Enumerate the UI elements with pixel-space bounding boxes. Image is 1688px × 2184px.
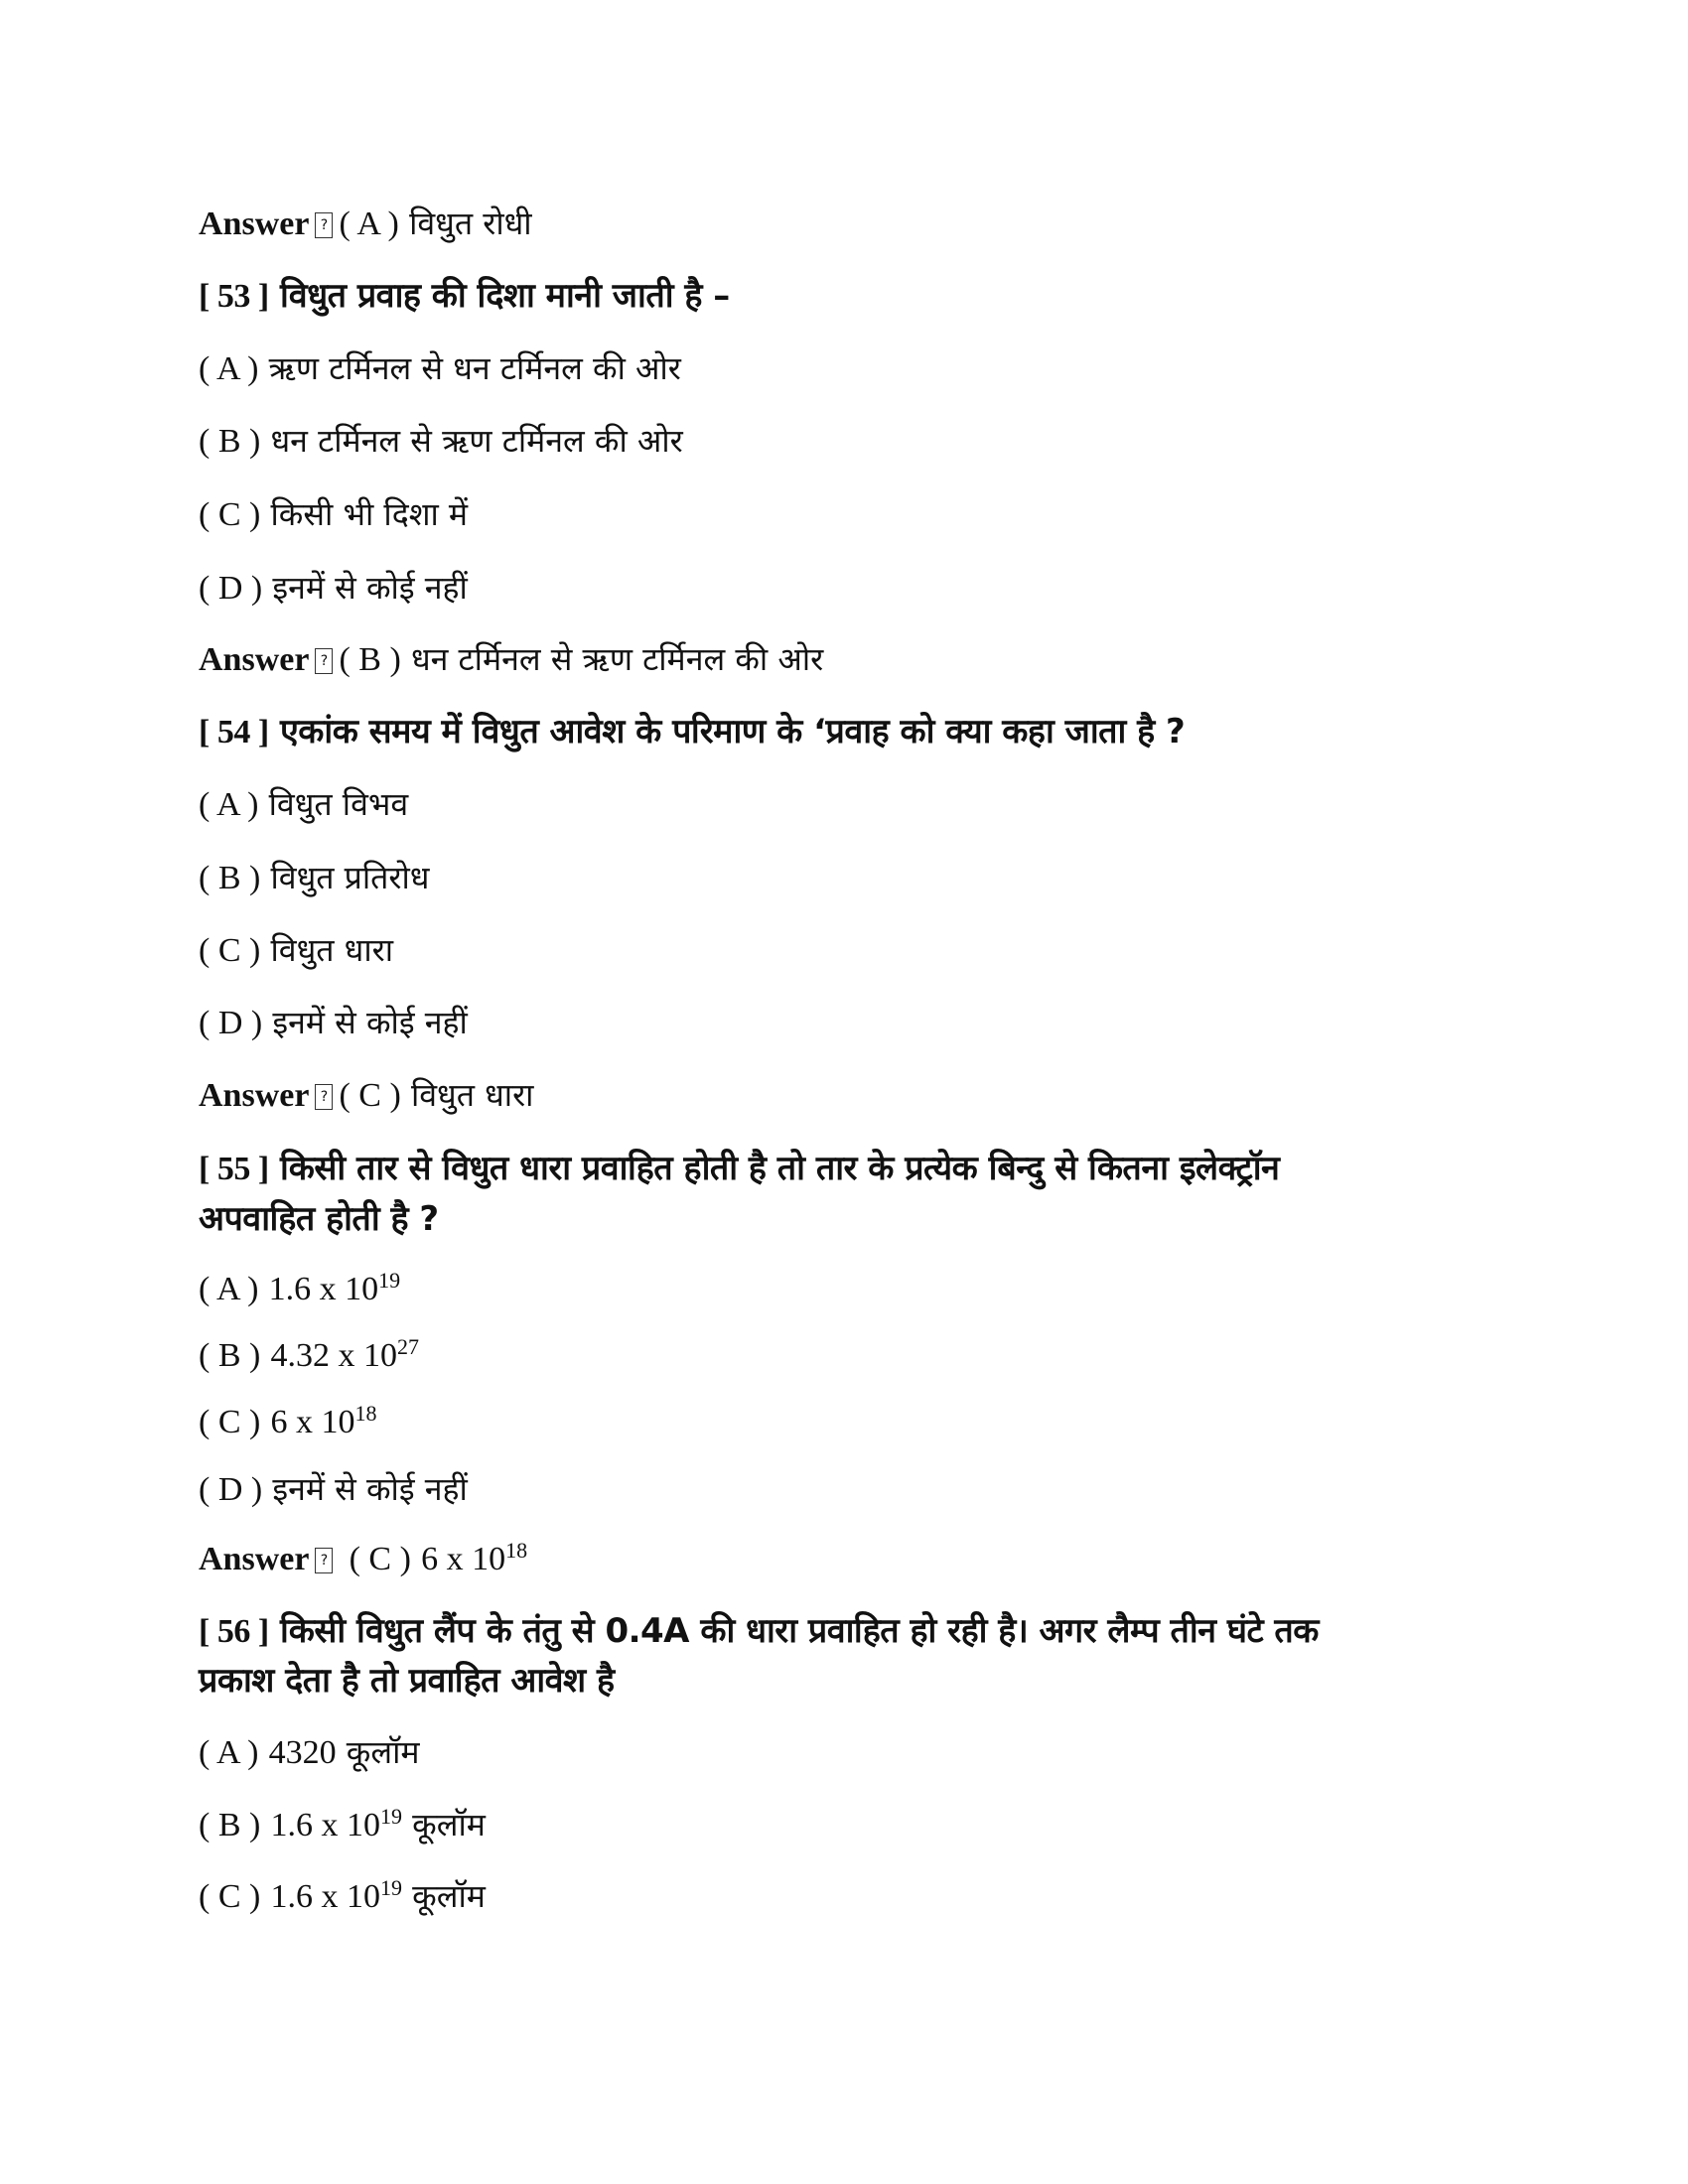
option-value: [270, 1875, 403, 1915]
option-55-c: [199, 1400, 377, 1444]
question-text: प्रकाश देता है तो प्रवाहित आवेश है: [199, 1661, 615, 1701]
question-text: एकांक समय में विधुत आवेश के परिमाण के ‘प्रवाह को क्या कहा जाता है ?: [280, 712, 1186, 751]
mantissa: 6 x 10: [270, 1404, 355, 1440]
option-label: ( B ): [199, 860, 261, 896]
answer-keyword: Answer: [199, 205, 310, 242]
option-53-b: [199, 419, 683, 464]
mantissa: 4.32 x 10: [270, 1337, 397, 1374]
option-value: [268, 1268, 401, 1307]
option-53-c: [199, 492, 468, 537]
exponent: 19: [378, 1268, 401, 1293]
question-text: किसी विधुत लैंप के तंतु से 0.4A की धारा प्रवाहित हो रही है। अगर लैम्प तीन घंटे तक: [280, 1611, 1319, 1651]
option-unit: कूलॉम: [412, 1806, 486, 1843]
option-text: इनमें से कोई नहीं: [272, 569, 468, 607]
answer-marker-icon: ?: [315, 1548, 333, 1573]
answer-value: [421, 1538, 528, 1577]
option-label: ( C ): [199, 496, 261, 533]
answer-keyword: Answer: [199, 1541, 310, 1577]
answer-option-label: ( B ): [339, 641, 401, 678]
answer-line-q55: [199, 1537, 527, 1581]
question-number: [ 56 ]: [199, 1613, 269, 1650]
answer-line-q52: [199, 202, 532, 246]
answer-marker-icon: ?: [315, 648, 333, 674]
answer-option-label: ( C ): [349, 1541, 411, 1577]
answer-line-q53: [199, 637, 823, 682]
answer-keyword: Answer: [199, 1077, 310, 1114]
question-number: [ 54 ]: [199, 714, 269, 751]
answer-text: विधुत रोधी: [409, 205, 532, 242]
exponent: 19: [380, 1875, 402, 1900]
option-label: ( D ): [199, 1005, 263, 1041]
option-56-b: [199, 1803, 486, 1847]
option-text: इनमें से कोई नहीं: [272, 1470, 468, 1508]
question-54: [199, 710, 1185, 754]
option-value: [270, 1334, 420, 1374]
option-53-a: [199, 346, 681, 391]
answer-marker-icon: ?: [315, 1084, 333, 1110]
answer-text: धन टर्मिनल से ऋण टर्मिनल की ओर: [410, 640, 824, 678]
question-text: विधुत प्रवाह की दिशा मानी जाती है –: [280, 276, 730, 316]
option-55-d: [199, 1467, 468, 1512]
question-number: [ 53 ]: [199, 278, 269, 315]
option-56-c: [199, 1874, 486, 1919]
mantissa: 1.6 x 10: [270, 1807, 380, 1843]
mantissa: 6 x 10: [421, 1541, 506, 1577]
exponent: 19: [380, 1804, 402, 1829]
exponent: 27: [397, 1334, 419, 1359]
option-value: [270, 1804, 403, 1843]
option-label: ( C ): [199, 1878, 261, 1915]
option-text: विधुत धारा: [270, 931, 394, 969]
question-55-line-2: [199, 1197, 439, 1241]
exponent: 18: [505, 1538, 528, 1563]
answer-text: विधुत धारा: [410, 1076, 534, 1114]
mantissa: 1.6 x 10: [270, 1878, 380, 1915]
question-55-line-1: [199, 1147, 1279, 1191]
option-label: ( B ): [199, 1807, 261, 1843]
option-label: ( B ): [199, 423, 261, 460]
option-54-b: [199, 856, 429, 900]
answer-option-label: ( A ): [339, 205, 399, 242]
option-label: ( D ): [199, 570, 263, 607]
option-55-b: [199, 1333, 419, 1378]
option-55-a: [199, 1267, 400, 1311]
option-text: किसी भी दिशा में: [270, 495, 469, 533]
option-unit: कूलॉम: [346, 1733, 420, 1771]
option-label: ( B ): [199, 1337, 261, 1374]
option-text: विधुत प्रतिरोध: [270, 859, 430, 896]
answer-line-q54: [199, 1073, 533, 1118]
option-56-a: [199, 1730, 420, 1775]
answer-marker-icon: ?: [315, 212, 333, 238]
option-label: ( A ): [199, 786, 259, 823]
question-56-line-1: [199, 1609, 1319, 1654]
question-56-line-2: [199, 1659, 615, 1703]
option-text: इनमें से कोई नहीं: [272, 1004, 468, 1041]
answer-keyword: Answer: [199, 641, 310, 678]
question-text: किसी तार से विधुत धारा प्रवाहित होती है तो तार के प्रत्येक बिन्दु से कितना इलेक्ट्रॉन: [280, 1149, 1280, 1188]
mantissa: 1.6 x 10: [268, 1271, 379, 1307]
option-text: धन टर्मिनल से ऋण टर्मिनल की ओर: [270, 422, 683, 460]
option-53-d: [199, 566, 468, 611]
option-value: [270, 1401, 377, 1440]
option-label: ( C ): [199, 1404, 261, 1440]
question-number: [ 55 ]: [199, 1151, 269, 1187]
option-label: ( C ): [199, 932, 261, 969]
option-label: ( D ): [199, 1471, 263, 1508]
answer-option-label: ( C ): [339, 1077, 401, 1114]
question-text: अपवाहित होती है ?: [199, 1199, 439, 1239]
option-label: ( A ): [199, 1271, 259, 1307]
option-value: 4320: [268, 1734, 337, 1771]
option-54-d: [199, 1001, 468, 1045]
option-54-c: [199, 928, 393, 973]
option-label: ( A ): [199, 1734, 259, 1771]
question-53: [199, 274, 730, 319]
exponent: 18: [354, 1401, 377, 1426]
option-unit: कूलॉम: [412, 1877, 486, 1915]
option-54-a: [199, 782, 408, 827]
option-label: ( A ): [199, 350, 259, 387]
option-text: ऋण टर्मिनल से धन टर्मिनल की ओर: [268, 349, 681, 387]
option-text: विधुत विभव: [268, 785, 409, 823]
